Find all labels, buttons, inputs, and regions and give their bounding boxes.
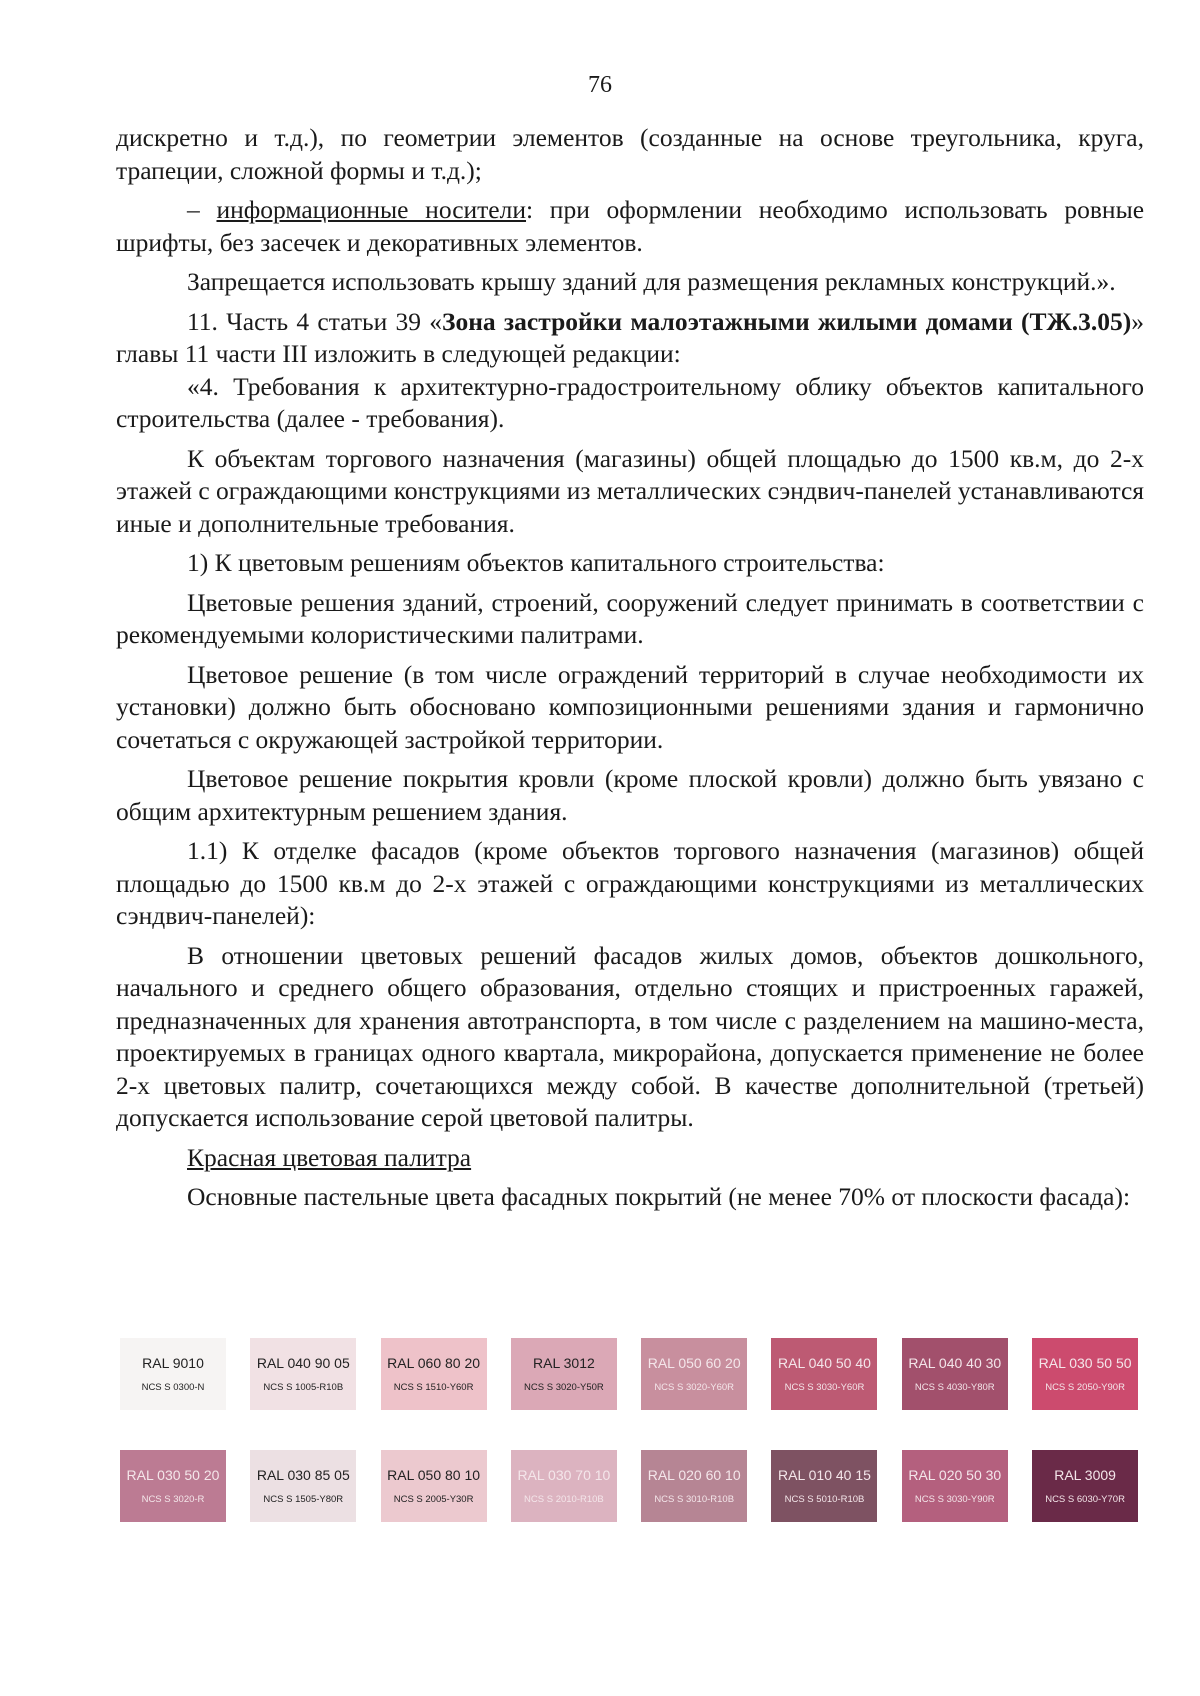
color-swatch: [250, 1450, 356, 1522]
swatch-ral-code: RAL 020 60 10: [647, 1467, 741, 1483]
swatch-ncs-code: NCS S 3030-Y60R: [784, 1382, 865, 1393]
zone-title: Зона застройки малоэтажными жилыми домами (ТЖ.3.05): [442, 306, 1132, 336]
paragraph: «4. Требования к архитектурно-градостроительному облику объектов капитального строительства (далее - требования).: [116, 371, 1144, 433]
palette-heading: Красная цветовая палитра: [187, 1142, 472, 1172]
swatch-ncs-code: NCS S 1505-Y80R: [263, 1494, 344, 1505]
swatch-ral-code: RAL 3012: [533, 1355, 595, 1371]
swatch-ral-code: RAL 030 85 05: [256, 1467, 350, 1483]
color-swatch: [381, 1450, 487, 1522]
color-swatch: [511, 1450, 617, 1522]
swatch-ral-code: RAL 3009: [1054, 1467, 1116, 1483]
paragraph: [116, 306, 1144, 371]
swatch-ral-code: RAL 050 80 10: [387, 1467, 481, 1483]
swatch-ncs-code: NCS S 4030-Y80R: [914, 1382, 995, 1393]
color-swatch: [250, 1338, 356, 1410]
color-swatch: [771, 1450, 877, 1522]
swatch-ral-code: RAL 030 50 20: [126, 1467, 220, 1483]
color-swatch: [1032, 1450, 1138, 1522]
paragraph: 1) К цветовым решениям объектов капитального строительства:: [187, 548, 885, 577]
swatch-ral-code: RAL 030 70 10: [517, 1467, 611, 1483]
swatch-ncs-code: NCS S 5010-R10B: [784, 1494, 865, 1505]
swatch-ncs-code: NCS S 3010-R10B: [654, 1494, 735, 1505]
color-swatch: [120, 1450, 226, 1522]
swatch-ncs-code: NCS S 1005-R10B: [263, 1382, 344, 1393]
swatch-ncs-code: NCS S 3030-Y90R: [914, 1494, 995, 1505]
swatch-ral-code: RAL 020 50 30: [908, 1467, 1002, 1483]
color-swatch: [771, 1338, 877, 1410]
swatch-ral-code: RAL 010 40 15: [778, 1467, 871, 1483]
paragraph: Основные пастельные цвета фасадных покрытий (не менее 70% от плоскости фасада):: [187, 1182, 1131, 1211]
document-body: [116, 122, 1144, 1221]
paragraph: 1.1) К отделке фасадов (кроме объектов торгового назначения (магазинов) общей площадью до 1500 кв.м до 2-х этажей с ограждающими конструкциями из металлических сэндвич-панелей):: [116, 836, 1144, 930]
section-heading: [116, 1142, 1144, 1175]
dash: –: [187, 195, 217, 224]
paragraph: В отношении цветовых решений фасадов жилых домов, объектов дошкольного, начального и среднего общего образования, отдельно стоящих и пристроенных гаражей, предназначенных для хранения автотранспорта, в том числе с разделением на машино-места, проектируемых в границах одного квартала, микрорайона, допускается применение не более 2-х цветовых палитр, сочетающихся между собой. В качестве дополнительной (третьей) допускается использование серой цветовой палитры.: [116, 940, 1144, 1132]
color-swatch: [641, 1450, 747, 1522]
color-swatch: [641, 1338, 747, 1410]
paragraph: Цветовые решения зданий, строений, сооружений следует принимать в соответствии с рекомендуемыми колористическими палитрами.: [116, 587, 1144, 649]
swatch-ral-code: RAL 040 50 40: [778, 1355, 871, 1371]
paragraph: Запрещается использовать крышу зданий для размещения рекламных конструкций.».: [187, 267, 1116, 296]
paragraph-text: » главы 11 части III изложить в следующей редакции:: [116, 306, 1144, 368]
swatch-ral-code: RAL 040 90 05: [256, 1355, 350, 1371]
color-swatch: [1032, 1338, 1138, 1410]
swatch-ncs-code: NCS S 2010-R10B: [524, 1494, 604, 1505]
color-swatch: [381, 1338, 487, 1410]
swatch-ral-code: RAL 030 50 50: [1038, 1355, 1132, 1371]
swatch-ncs-code: NCS S 0300-N: [141, 1382, 205, 1393]
paragraph: К объектам торгового назначения (магазины) общей площадью до 1500 кв.м, до 2-х этажей с ограждающими конструкциями из металлических сэндвич-панелей устанавливаются иные и дополнительные требования.: [116, 443, 1144, 538]
paragraph: Цветовое решение покрытия кровли (кроме плоской кровли) должно быть увязано с общим архитектурным решением здания.: [116, 764, 1144, 826]
swatch-ral-code: RAL 050 60 20: [647, 1355, 741, 1371]
paragraph: Цветовое решение (в том числе ограждений территорий в случае необходимости их установки) должно быть обосновано композиционными решениями здания и гармонично сочетаться с окружающей застройкой территории.: [116, 659, 1144, 754]
color-swatch: [902, 1338, 1008, 1410]
paragraph-text: 11. Часть 4 статьи 39 «: [187, 306, 443, 336]
swatch-ncs-code: NCS S 3020-Y60R: [654, 1382, 735, 1393]
color-swatch: [511, 1338, 617, 1410]
swatch-ncs-code: NCS S 3020-R: [141, 1494, 205, 1505]
swatch-ral-code: RAL 040 40 30: [908, 1355, 1002, 1371]
swatch-ncs-code: NCS S 2050-Y90R: [1045, 1382, 1125, 1393]
paragraph: [116, 194, 1144, 259]
swatch-ral-code: RAL 060 80 20: [387, 1355, 481, 1371]
paragraph: дискретно и т.д.), по геометрии элементов (созданные на основе треугольника, круга, трапеции, сложной формы и т.д.);: [116, 123, 1144, 185]
swatch-ncs-code: NCS S 6030-Y70R: [1045, 1494, 1125, 1505]
underlined-term: информационные носители: [216, 195, 527, 224]
color-swatch: [902, 1450, 1008, 1522]
page-number: 76: [588, 72, 612, 98]
color-swatch: [120, 1338, 226, 1410]
swatch-ncs-code: NCS S 1510-Y60R: [393, 1382, 474, 1393]
paragraph-text: : при оформлении необходимо использовать ровные шрифты, без засечек и декоративных элементов.: [116, 195, 1145, 257]
color-palette-grid: [120, 1338, 1138, 1522]
swatch-ncs-code: NCS S 2005-Y30R: [393, 1494, 474, 1505]
swatch-ncs-code: NCS S 3020-Y50R: [524, 1382, 604, 1393]
swatch-ral-code: RAL 9010: [142, 1355, 204, 1371]
